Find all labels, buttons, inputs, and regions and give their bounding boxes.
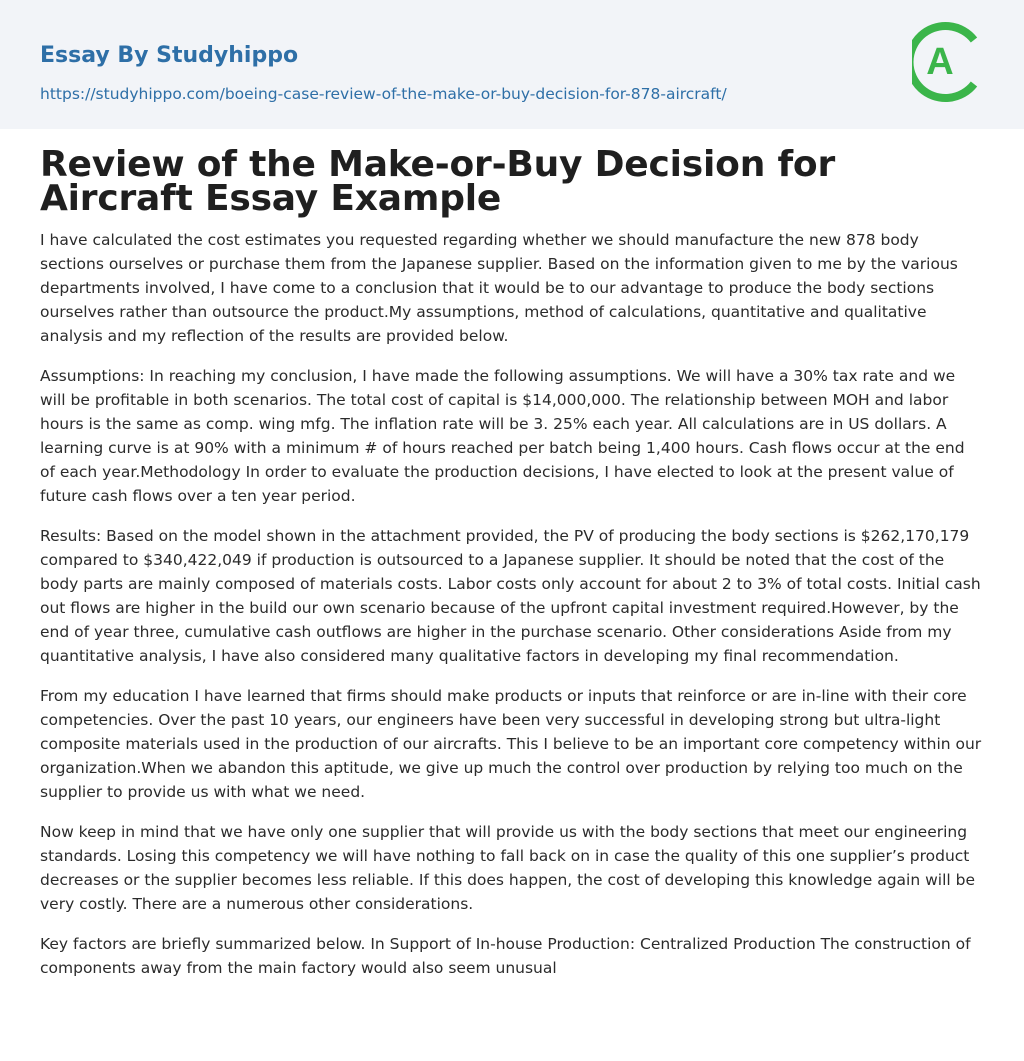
paragraph: Now keep in mind that we have only one supplier that will provide us with the body sections that meet our engineering standards. Losing this competency we will have nothing to fall back on in case the quality of this one supplier’s product decreases or the supplier becomes less reliable. If this does happen, the cost of developing this knowledge again will be very costly. There are a numerous other considerations. [40,823,976,913]
site-brand[interactable]: Essay By Studyhippo [40,43,299,68]
paragraph: Key factors are briefly summarized below. In Support of In-house Production: Centralized Production The construction of components away from the main factory would also seem unusual [40,935,971,977]
paragraph: From my education I have learned that firms should make products or inputs that reinforce or are in-line with their core competencies. Over the past 10 years, our engineers have been very successful in developing strong but ultra-light composite materials used in the production of our aircrafts. This I believe to be an important core competency within our organization.When we abandon this aptitude, we give up much the control over production by relying too much on the supplier to provide us with what we need. [40,687,982,801]
logo-letter: A [926,41,954,83]
page-title: Review of the Make-or-Buy Decision for Aircraft Essay Example [40,144,835,219]
source-url-link[interactable]: https://studyhippo.com/boeing-case-review-of-the-make-or-buy-decision-for-878-aircraft/ [40,85,727,103]
paragraph: Results: Based on the model shown in the attachment provided, the PV of producing the body sections is $262,170,179 compared to $340,422,049 if production is outsourced to a Japanese supplier. It should be noted that the cost of the body parts are mainly composed of materials costs. Labor costs only account for about 2 to 3% of total costs. Initial cash out flows are higher in the build our own scenario because of the upfront capital investment required.However, by the end of year three, cumulative cash outflows are higher in the purchase scenario. Other considerations Aside from my quantitative analysis, I have also considered many qualitative factors in developing my final recommendation. [40,527,981,665]
paragraph: I have calculated the cost estimates you requested regarding whether we should manufacture the new 878 body sections ourselves or purchase them from the Japanese supplier. Based on the information given to me by the various departments involved, I have come to a conclusion that it would be to our advantage to produce the body sections ourselves rather than outsource the product.My assumptions, method of calculations, quantitative and qualitative analysis and my reflection of the results are provided below. [40,231,958,345]
article-body [40,228,984,996]
paragraph: Assumptions: In reaching my conclusion, I have made the following assumptions. We will have a 30% tax rate and we will be profitable in both scenarios. The total cost of capital is $14,000,000. The relationship between MOH and labor hours is the same as comp. wing mfg. The inflation rate will be 3. 25% each year. All calculations are in US dollars. A learning curve is at 90% with a minimum # of hours reached per batch being 1,400 hours. Cash flows occur at the end of each year.Methodology In order to evaluate the production decisions, I have elected to look at the present value of future cash flows over a ten year period. [40,367,965,505]
